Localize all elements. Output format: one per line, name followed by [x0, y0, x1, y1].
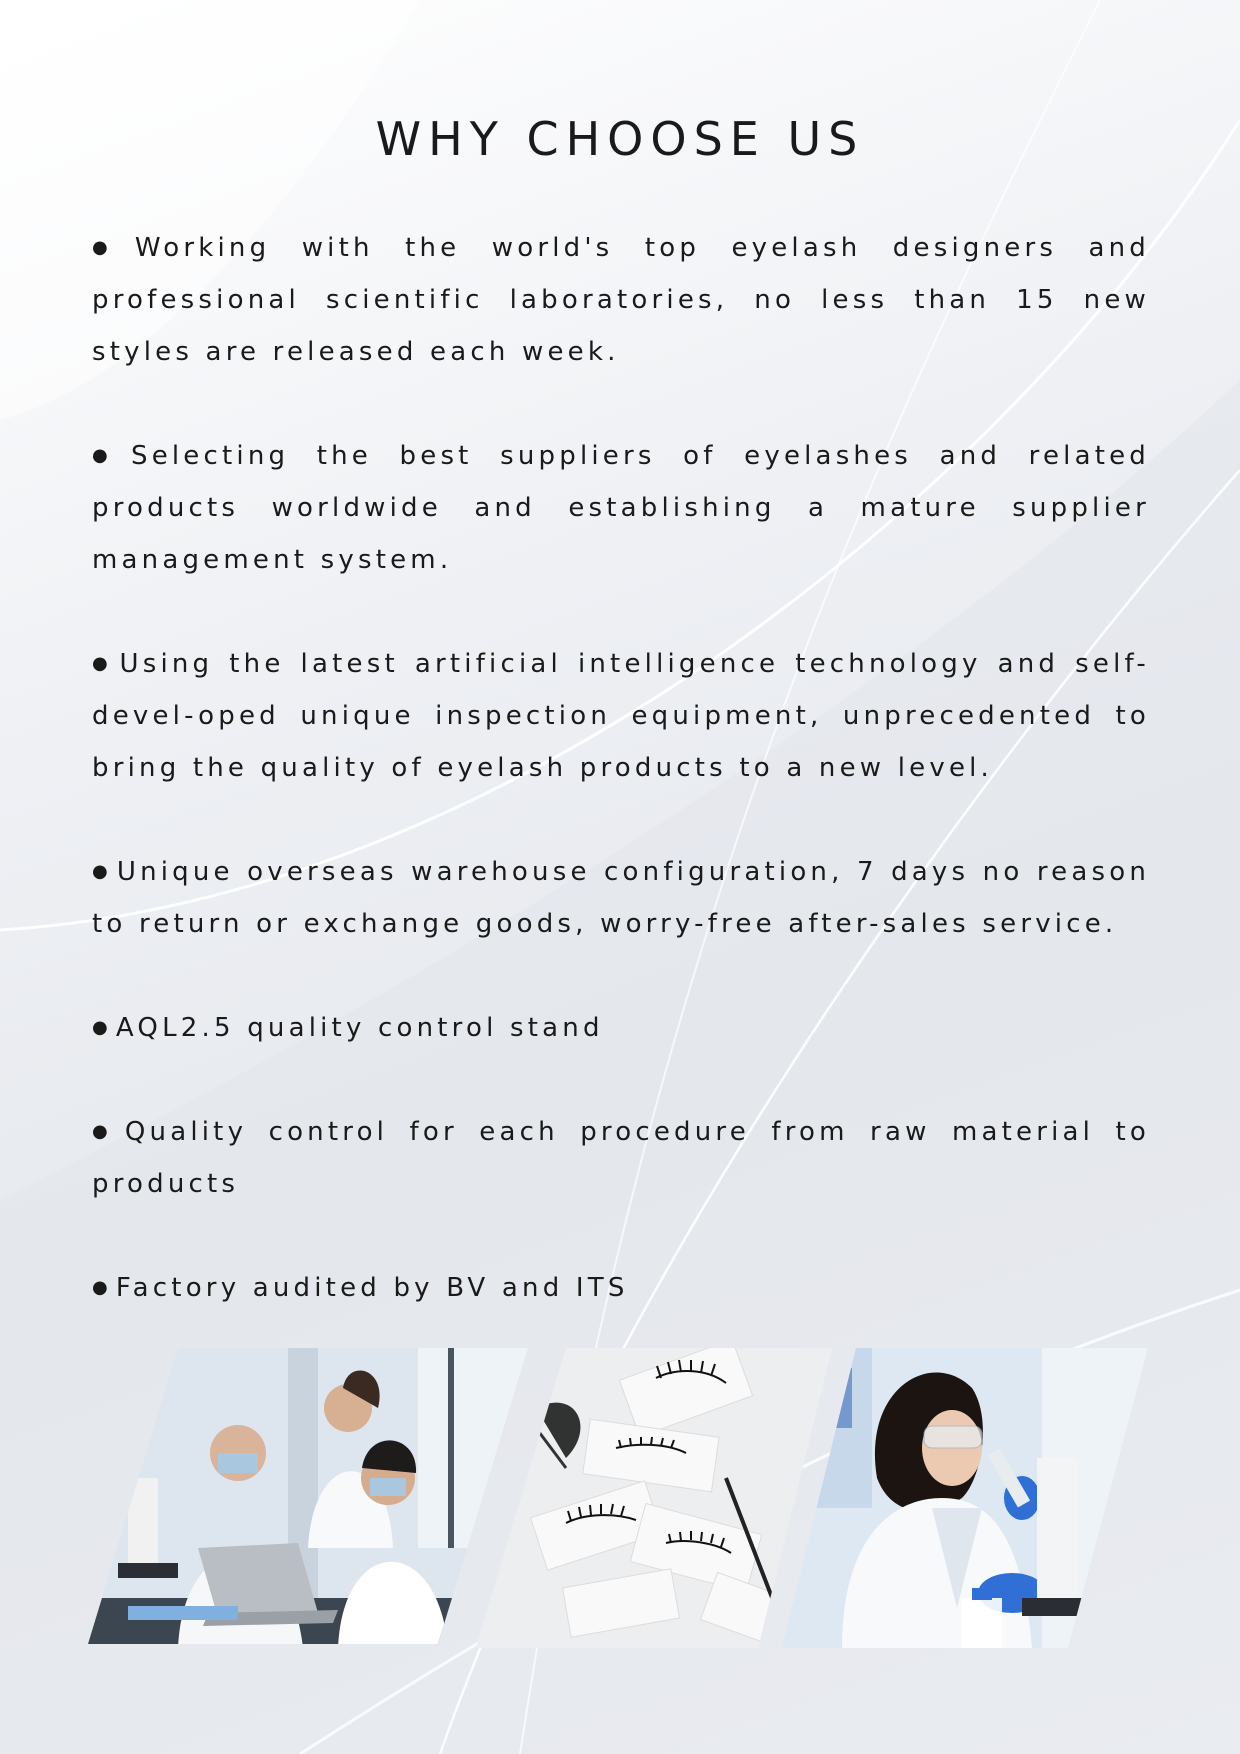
- eyelash-products-photo: [476, 1348, 832, 1648]
- list-item: ● Working with the world's top eyelash designers and professional scientific laboratories, no less than 15 new styles are released each week.: [92, 222, 1150, 378]
- lab-team-photo: [88, 1348, 528, 1648]
- list-item: ● Quality control for each procedure from raw material to products: [92, 1106, 1150, 1210]
- list-item: ● Selecting the best suppliers of eyelashes and related products worldwide and establishing a mature supplier management system.: [92, 430, 1150, 586]
- list-item: ● AQL2.5 quality control stand: [92, 1002, 1150, 1054]
- photo-strip: [88, 1348, 1148, 1648]
- list-item: ● Factory audited by BV and ITS: [92, 1262, 1150, 1314]
- list-item: ● Unique overseas warehouse configuration, 7 days no reason to return or exchange goods, worry-free after-sales service.: [92, 846, 1150, 950]
- list-item: ● Using the latest artificial intelligence technology and self-devel-oped unique inspection equipment, unprecedented to bring the quality of eyelash products to a new level.: [92, 638, 1150, 794]
- feature-list: [92, 222, 1150, 1366]
- scientist-microscope-photo: [782, 1348, 1148, 1648]
- page-title: WHY CHOOSE US: [375, 112, 865, 166]
